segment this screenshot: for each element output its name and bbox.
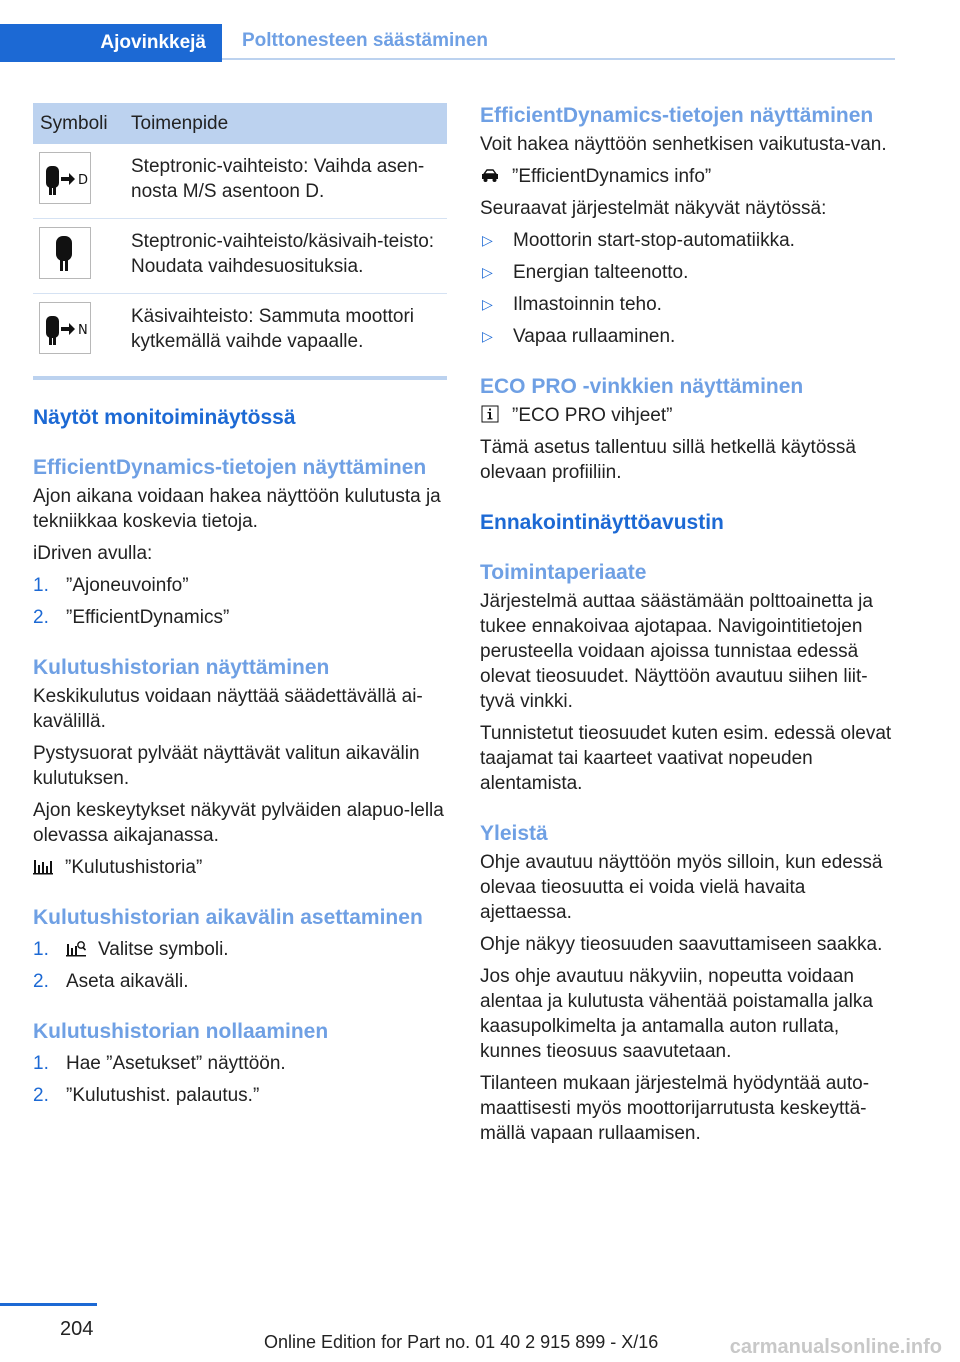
paragraph: Ajon aikana voidaan hakea näyttöön kulutusta ja tekniikkaa koskevia tietoja. bbox=[33, 486, 441, 532]
col-header-action: Toimenpide bbox=[131, 103, 447, 144]
table-header-row bbox=[33, 103, 447, 144]
page-header bbox=[0, 24, 895, 62]
list-item: ▷ Energian talteenotto. bbox=[482, 262, 689, 283]
col-header-symbol: Symboli bbox=[33, 103, 131, 144]
list-item: ▷ Vapaa rullaaminen. bbox=[482, 326, 676, 347]
paragraph: Järjestelmä auttaa säästämään polttoainetta ja tukee ennakoivaa ajotapaa. Navigointitietojen perusteella voidaan ajoissa tunnistaa edessä olevat tieosuudet. Näyttöön avautuu siihen liit-tyvä vinkki. bbox=[480, 591, 873, 712]
heading-history-interval: Kulutushistorian aikavälin asettaminen bbox=[33, 906, 423, 929]
paragraph: Ajon keskeytykset näkyvät pylväiden alapuo-lella olevassa aikajanassa. bbox=[33, 800, 444, 846]
paragraph: Pystysuorat pylväät näyttävät valitun aikavälin kulutuksen. bbox=[33, 743, 420, 789]
heading-ed-info: EfficientDynamics-tietojen näyttäminen bbox=[33, 456, 427, 479]
info-icon bbox=[480, 405, 500, 423]
watermark: carmanualsonline.info bbox=[729, 1336, 942, 1358]
triangle-bullet-icon: ▷ bbox=[482, 232, 493, 248]
right-column bbox=[480, 103, 898, 1146]
tab-ajovinkkeja[interactable]: Ajovinkkejä bbox=[0, 24, 222, 62]
paragraph: Ohje näkyy tieosuuden saavuttamiseen saakka. bbox=[480, 934, 883, 955]
page-number: 204 bbox=[60, 1318, 94, 1340]
table-row bbox=[33, 294, 447, 369]
car-side-icon bbox=[480, 166, 500, 184]
paragraph: iDriven avulla: bbox=[33, 543, 153, 564]
numbered-list bbox=[33, 573, 447, 630]
tab-polttonesteen-saastaminen[interactable]: Polttonesteen säästäminen bbox=[222, 24, 895, 60]
list-item: 1. ”Ajoneuvoinfo” bbox=[33, 575, 189, 596]
paragraph: Jos ohje avautuu näkyviin, nopeutta voidaan alentaa ja kulutusta vähentää poistamalla jalka kaasupolkimelta ja antamalla auton rullata, kunnes tieosuus saavutetaan. bbox=[480, 966, 873, 1062]
paragraph: Tämä asetus tallentuu sillä hetkellä käytössä olevaan profiiliin. bbox=[480, 437, 856, 483]
heading-ed-info: EfficientDynamics-tietojen näyttäminen bbox=[480, 104, 874, 127]
list-item: ▷ Ilmastoinnin teho. bbox=[482, 294, 662, 315]
bar-chart-magnifier-icon bbox=[66, 939, 86, 957]
row-text: Steptronic-vaihteisto/käsivaih-teisto: Noudata vaihdesuosituksia. bbox=[131, 219, 447, 294]
paragraph: Tunnistetut tieosuudet kuten esim. edessä olevat taajamat tai kaarteet vaativat nopeuden alentamista. bbox=[480, 723, 892, 794]
heading-principle: Toimintaperiaate bbox=[480, 561, 647, 584]
menu-path: ”Kulutushistoria” bbox=[33, 855, 447, 880]
heading-predictive-assistant: Ennakointinäyttöavustin bbox=[480, 511, 724, 534]
row-text: Käsivaihteisto: Sammuta moottori kytkemällä vaihde vapaalle. bbox=[131, 306, 415, 352]
triangle-bullet-icon: ▷ bbox=[482, 328, 493, 344]
table-bottom-rule bbox=[33, 376, 447, 380]
heading-general: Yleistä bbox=[480, 822, 548, 845]
svg-text:N: N bbox=[78, 323, 88, 338]
table-row bbox=[33, 144, 447, 219]
edition-text: Online Edition for Part no. 01 40 2 915 899 - X/16 bbox=[264, 1332, 659, 1352]
numbered-list bbox=[33, 937, 447, 994]
list-item: ▷ Moottorin start-stop-automatiikka. bbox=[482, 230, 795, 251]
menu-path: ”ECO PRO vihjeet” bbox=[480, 403, 898, 428]
heading-eco-pro-tips: ECO PRO -vinkkien näyttäminen bbox=[480, 375, 804, 398]
heading-consumption-history: Kulutushistorian näyttäminen bbox=[33, 656, 330, 679]
list-item: 1. Hae ”Asetukset” näyttöön. bbox=[33, 1053, 286, 1074]
left-column bbox=[33, 103, 447, 1108]
shift-recommendation-icon bbox=[39, 227, 91, 279]
paragraph: Keskikulutus voidaan näyttää säädettävällä ai-kavälillä. bbox=[33, 686, 423, 732]
heading-history-reset: Kulutushistorian nollaaminen bbox=[33, 1020, 329, 1043]
shift-to-n-icon bbox=[39, 302, 91, 354]
paragraph: Voit hakea näyttöön senhetkisen vaikutusta-van. bbox=[480, 134, 887, 155]
numbered-list bbox=[33, 1051, 447, 1108]
bar-chart-icon bbox=[33, 857, 53, 875]
menu-path: ”EfficientDynamics info” bbox=[480, 164, 898, 189]
row-text: Steptronic-vaihteisto: Vaihda asen-nosta M/S asentoon D. bbox=[131, 144, 447, 219]
svg-text:D: D bbox=[78, 173, 89, 188]
bullet-list bbox=[480, 228, 898, 349]
paragraph: Tilanteen mukaan järjestelmä hyödyntää auto-maattisesti myös moottorijarrutusta keskeyttä-mällä vapaan rullaamisen. bbox=[480, 1073, 870, 1144]
list-item: 2. Aseta aikaväli. bbox=[33, 971, 189, 992]
triangle-bullet-icon: ▷ bbox=[482, 296, 493, 312]
list-item: 1. Valitse symboli. bbox=[33, 939, 229, 960]
symbol-table bbox=[33, 103, 447, 368]
paragraph: Seuraavat järjestelmät näkyvät näytössä: bbox=[480, 198, 827, 219]
shift-to-d-icon bbox=[39, 152, 91, 204]
list-item: 2. ”EfficientDynamics” bbox=[33, 607, 230, 628]
list-item: 2. ”Kulutushist. palautus.” bbox=[33, 1085, 260, 1106]
footer-rule bbox=[0, 1303, 97, 1306]
table-row bbox=[33, 219, 447, 294]
paragraph: Ohje avautuu näyttöön myös silloin, kun edessä olevaa tieosuutta ei voida vielä havaita ajettaessa. bbox=[480, 852, 883, 923]
triangle-bullet-icon: ▷ bbox=[482, 264, 493, 280]
heading-monitor-displays: Näytöt monitoiminäytössä bbox=[33, 406, 296, 429]
